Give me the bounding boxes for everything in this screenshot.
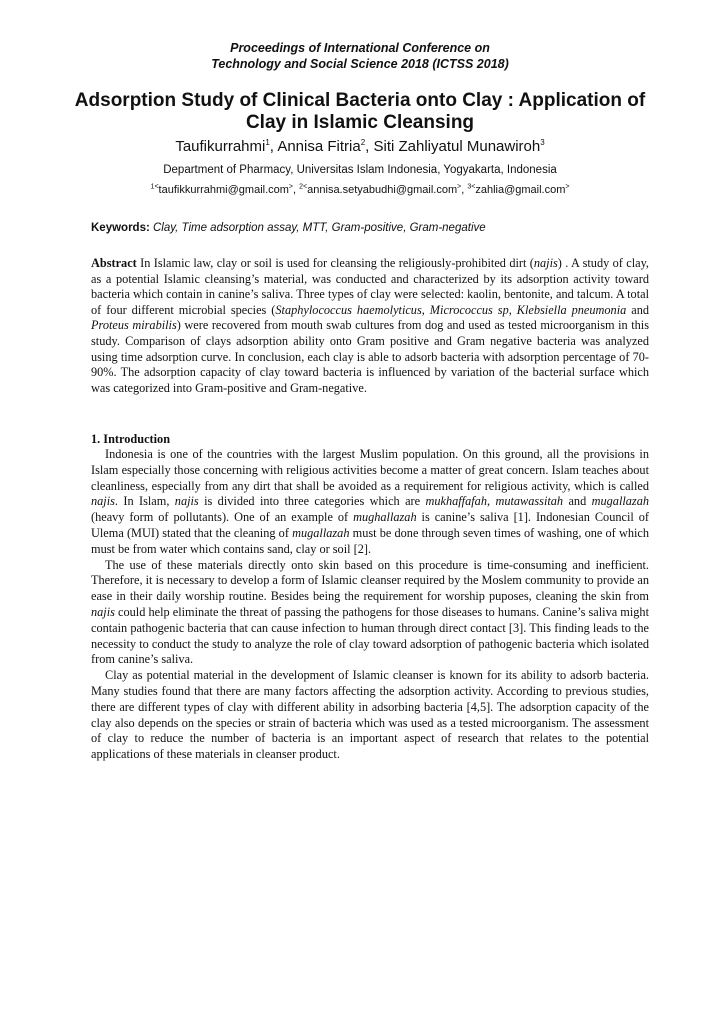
intro-paragraph-2	[91, 558, 649, 669]
italic-term: najis	[91, 604, 115, 619]
italic-term: mukhaffafah	[425, 494, 487, 509]
email-1-index: 1	[150, 183, 155, 191]
author-3: Siti Zahliyatul Munawiroh	[373, 138, 541, 155]
paragraph-text: must be done through seven times of washing, one of which must be from water which contains sand, clay or soil [2].	[91, 525, 649, 556]
email-open-bracket: <	[303, 183, 308, 191]
keywords-text: Clay, Time adsorption assay, MTT, Gram-positive, Gram-negative	[149, 222, 486, 234]
italic-term: mugallazah	[292, 525, 350, 540]
paragraph-text: The use of these materials directly onto skin based on this procedure is time-consuming and inefficient. Therefore, it is necessary to develop a form of Islamic cleanser required by the Moslem community to provide an ease in their daily worship routine. Besides being the requirement for worship puposes, cleaning the skin from	[91, 557, 649, 604]
author-emails	[0, 183, 720, 197]
email-separator: ,	[461, 184, 468, 196]
proceedings-header	[0, 40, 720, 72]
paragraph-text: . In Islam,	[114, 494, 175, 509]
author-2-affil: 2	[360, 138, 366, 147]
author-2: Annisa Fitria	[277, 138, 361, 155]
paper-title	[60, 90, 660, 134]
email-open-bracket: <	[471, 183, 476, 191]
intro-paragraph-1	[91, 447, 649, 558]
abstract-text: In Islamic law, clay or soil is used for cleansing the religiously-prohibited dirt (	[136, 256, 534, 270]
email-2-index: 2	[299, 183, 304, 191]
author-separator: ,	[269, 138, 278, 155]
title-line-2: Clay in Islamic Cleansing	[245, 112, 475, 133]
italic-term: najis	[91, 494, 115, 509]
proceedings-line-2: Technology and Social Science 2018 (ICTSS 2018)	[211, 57, 509, 71]
author-list	[0, 138, 720, 156]
paragraph-text: is divided into three categories which are	[198, 494, 426, 509]
abstract-italic: Staphylococcus haemolyticus, Micrococcus sp, Klebsiella pneumonia	[275, 302, 627, 317]
paragraph-text: Indonesia is one of the countries with the largest Muslim population. On this ground, all the provisions in Islam especially those concerning with religious activities become a matter of great concern. Islam teaches about cleanliness, especially from any dirt that shall be avoided as a requirement for religious activity, which is called	[91, 447, 649, 493]
email-close-bracket: >	[457, 183, 462, 191]
keywords-label: Keywords:	[91, 222, 150, 234]
introduction-body	[91, 447, 649, 763]
paragraph-text: could help eliminate the threat of passing the pathogens for those diseases to humans. Canine’s saliva might contain pathogenic bacteria that can cause infection to human through direct contact [3]. This finding leads to the necessity to conduct the study to analyze the role of clay toward adsorption of pathogenic bacteria which isolated from canine’s saliva.	[91, 604, 649, 667]
paragraph-text: ,	[486, 494, 496, 509]
email-1[interactable]: taufikkurrahmi@gmail.com	[158, 184, 289, 196]
abstract-label: Abstract	[91, 256, 137, 270]
abstract-text: ) were recovered from mouth swab cultures from dog and used as tested microorganism in this study. Comparison of clays adsorption ability onto Gram positive and Gram negative bacteria was analyzed using time adsorption curve. In conclusion, each clay is able to adsorb bacteria with adsorption percentage of 70-90%. The adsorption capacity of clay toward bacteria is influenced by variation of the bacterial surface which was categorized into Gram-positive and Gram-negative.	[91, 318, 649, 395]
abstract-italic: Proteus mirabilis	[91, 318, 177, 333]
italic-term: mughallazah	[353, 510, 417, 525]
author-separator: ,	[365, 138, 374, 155]
italic-term: mugallazah	[591, 494, 650, 509]
email-close-bracket: >	[565, 183, 570, 191]
affiliation: Department of Pharmacy, Universitas Islam Indonesia, Yogyakarta, Indonesia	[163, 164, 557, 176]
email-close-bracket: >	[288, 183, 294, 191]
paragraph-text: and	[563, 494, 592, 509]
email-3-index: 3	[467, 183, 472, 191]
author-1-affil: 1	[265, 138, 270, 147]
email-3[interactable]: zahlia@gmail.com	[475, 184, 566, 196]
paragraph-text: (heavy form of pollutants). One of an example of	[91, 510, 354, 525]
abstract-text: and	[626, 302, 649, 317]
email-separator: ,	[293, 184, 300, 196]
email-open-bracket: <	[154, 183, 159, 191]
paragraph-text: Clay as potential material in the development of Islamic cleanser is known for its ability to adsorb bacteria. Many studies found that there are many factors affecting the adsorption activity. According to previous studies, there are different types of clay with different ability in adsorbing bacteria [4,5]. The adsorption capacity of the clay also depends on the species or strain of bacteria which was used as a tested microorganism. The assessment of clay to reduce the number of bacteria is an important aspect of research that relates to the potential applications of these materials in cleanser product.	[91, 668, 649, 762]
email-2[interactable]: annisa.setyabudhi@gmail.com	[307, 184, 458, 196]
proceedings-line-1: Proceedings of International Conference on	[230, 41, 490, 55]
abstract-italic: najis	[533, 256, 558, 270]
italic-term: mutawassitah	[495, 494, 564, 509]
keywords	[91, 221, 651, 235]
author-3-affil: 3	[540, 138, 545, 147]
author-1: Taufikurrahmi	[175, 138, 266, 155]
abstract	[91, 256, 649, 396]
paragraph-text: is canine’s saliva [1]. Indonesian Council of Ulema (MUI) stated that the cleaning of	[91, 510, 649, 540]
italic-term: najis	[174, 494, 199, 509]
title-line-1: Adsorption Study of Clinical Bacteria onto Clay : Application of	[74, 90, 646, 111]
intro-paragraph-3	[91, 668, 649, 763]
abstract-text: ) . A study of clay, as a potential Islamic cleansing’s material, was conducted and characterized by its adsorption activity toward bacteria which contain in canine’s saliva. Three types of clay were selected: kaolin, bentonite, and talcum. A total of four different microbial species (	[91, 256, 649, 317]
section-heading-introduction: 1. Introduction	[91, 432, 171, 446]
